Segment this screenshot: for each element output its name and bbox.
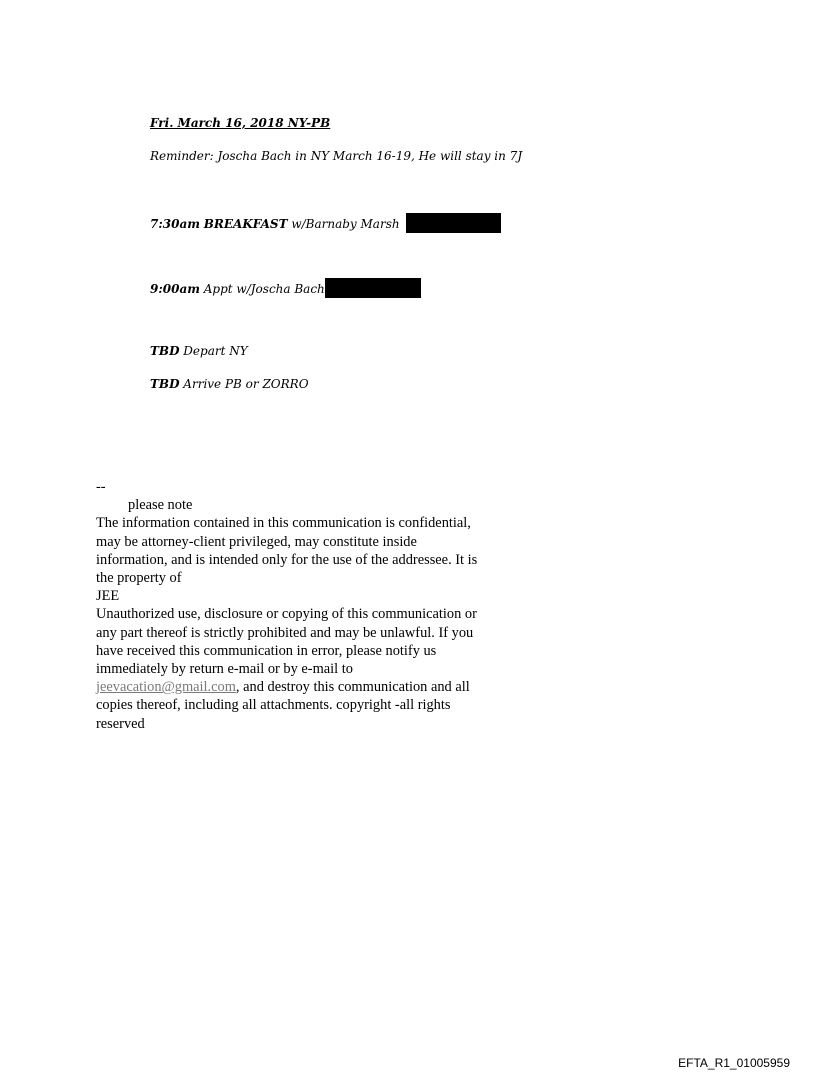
document-id: EFTA_R1_01005959 [678, 1056, 790, 1070]
item-detail: Arrive PB or ZORRO [179, 377, 309, 391]
redaction-block [325, 278, 421, 298]
date-header: Fri. March 16, 2018 NY-PB [150, 116, 331, 130]
item-time: TBD [150, 377, 180, 391]
signature-separator: -- [96, 479, 106, 495]
schedule-item-arrive [150, 376, 309, 392]
disclaimer-paragraph-2 [96, 605, 486, 732]
item-detail: w/Barnaby Marsh [287, 217, 404, 231]
disclaimer-paragraph-1: The information contained in this communication is confidential, may be attorney-client privileged, may constitute inside information, and is intended only for the use of the addressee. It is the property of [96, 515, 478, 587]
item-detail: Appt w/Joscha Bach [199, 282, 325, 296]
reminder-note: Reminder: Joscha Bach in NY March 16-19, He will stay in 7J [150, 149, 523, 163]
disclaimer-owner: JEE [96, 588, 120, 605]
redaction-block [406, 213, 501, 233]
item-time: 7:30am [150, 217, 200, 231]
disclaimer-text: Unauthorized use, disclosure or copying of this communication or any part thereof is strictly prohibited and may be unlawful. If you have received this communication in error, please notify us immediately by return e-mail or by e-mail to [96, 606, 477, 678]
item-time: 9:00am [150, 282, 200, 296]
disclaimer-text: , and destroy this communication and all copies thereof, including all attachments. copyright -all rights reserved [96, 679, 470, 732]
schedule-item-breakfast [150, 213, 501, 233]
item-time: TBD [150, 344, 180, 358]
item-detail: Depart NY [179, 344, 248, 358]
email-disclaimer [96, 478, 486, 733]
item-event: BREAKFAST [203, 217, 288, 231]
schedule-item-depart [150, 343, 248, 359]
email-link[interactable]: jeevacation@gmail.com [96, 679, 236, 696]
schedule-item-appt [150, 278, 421, 298]
disclaimer-heading: please note [128, 497, 193, 514]
